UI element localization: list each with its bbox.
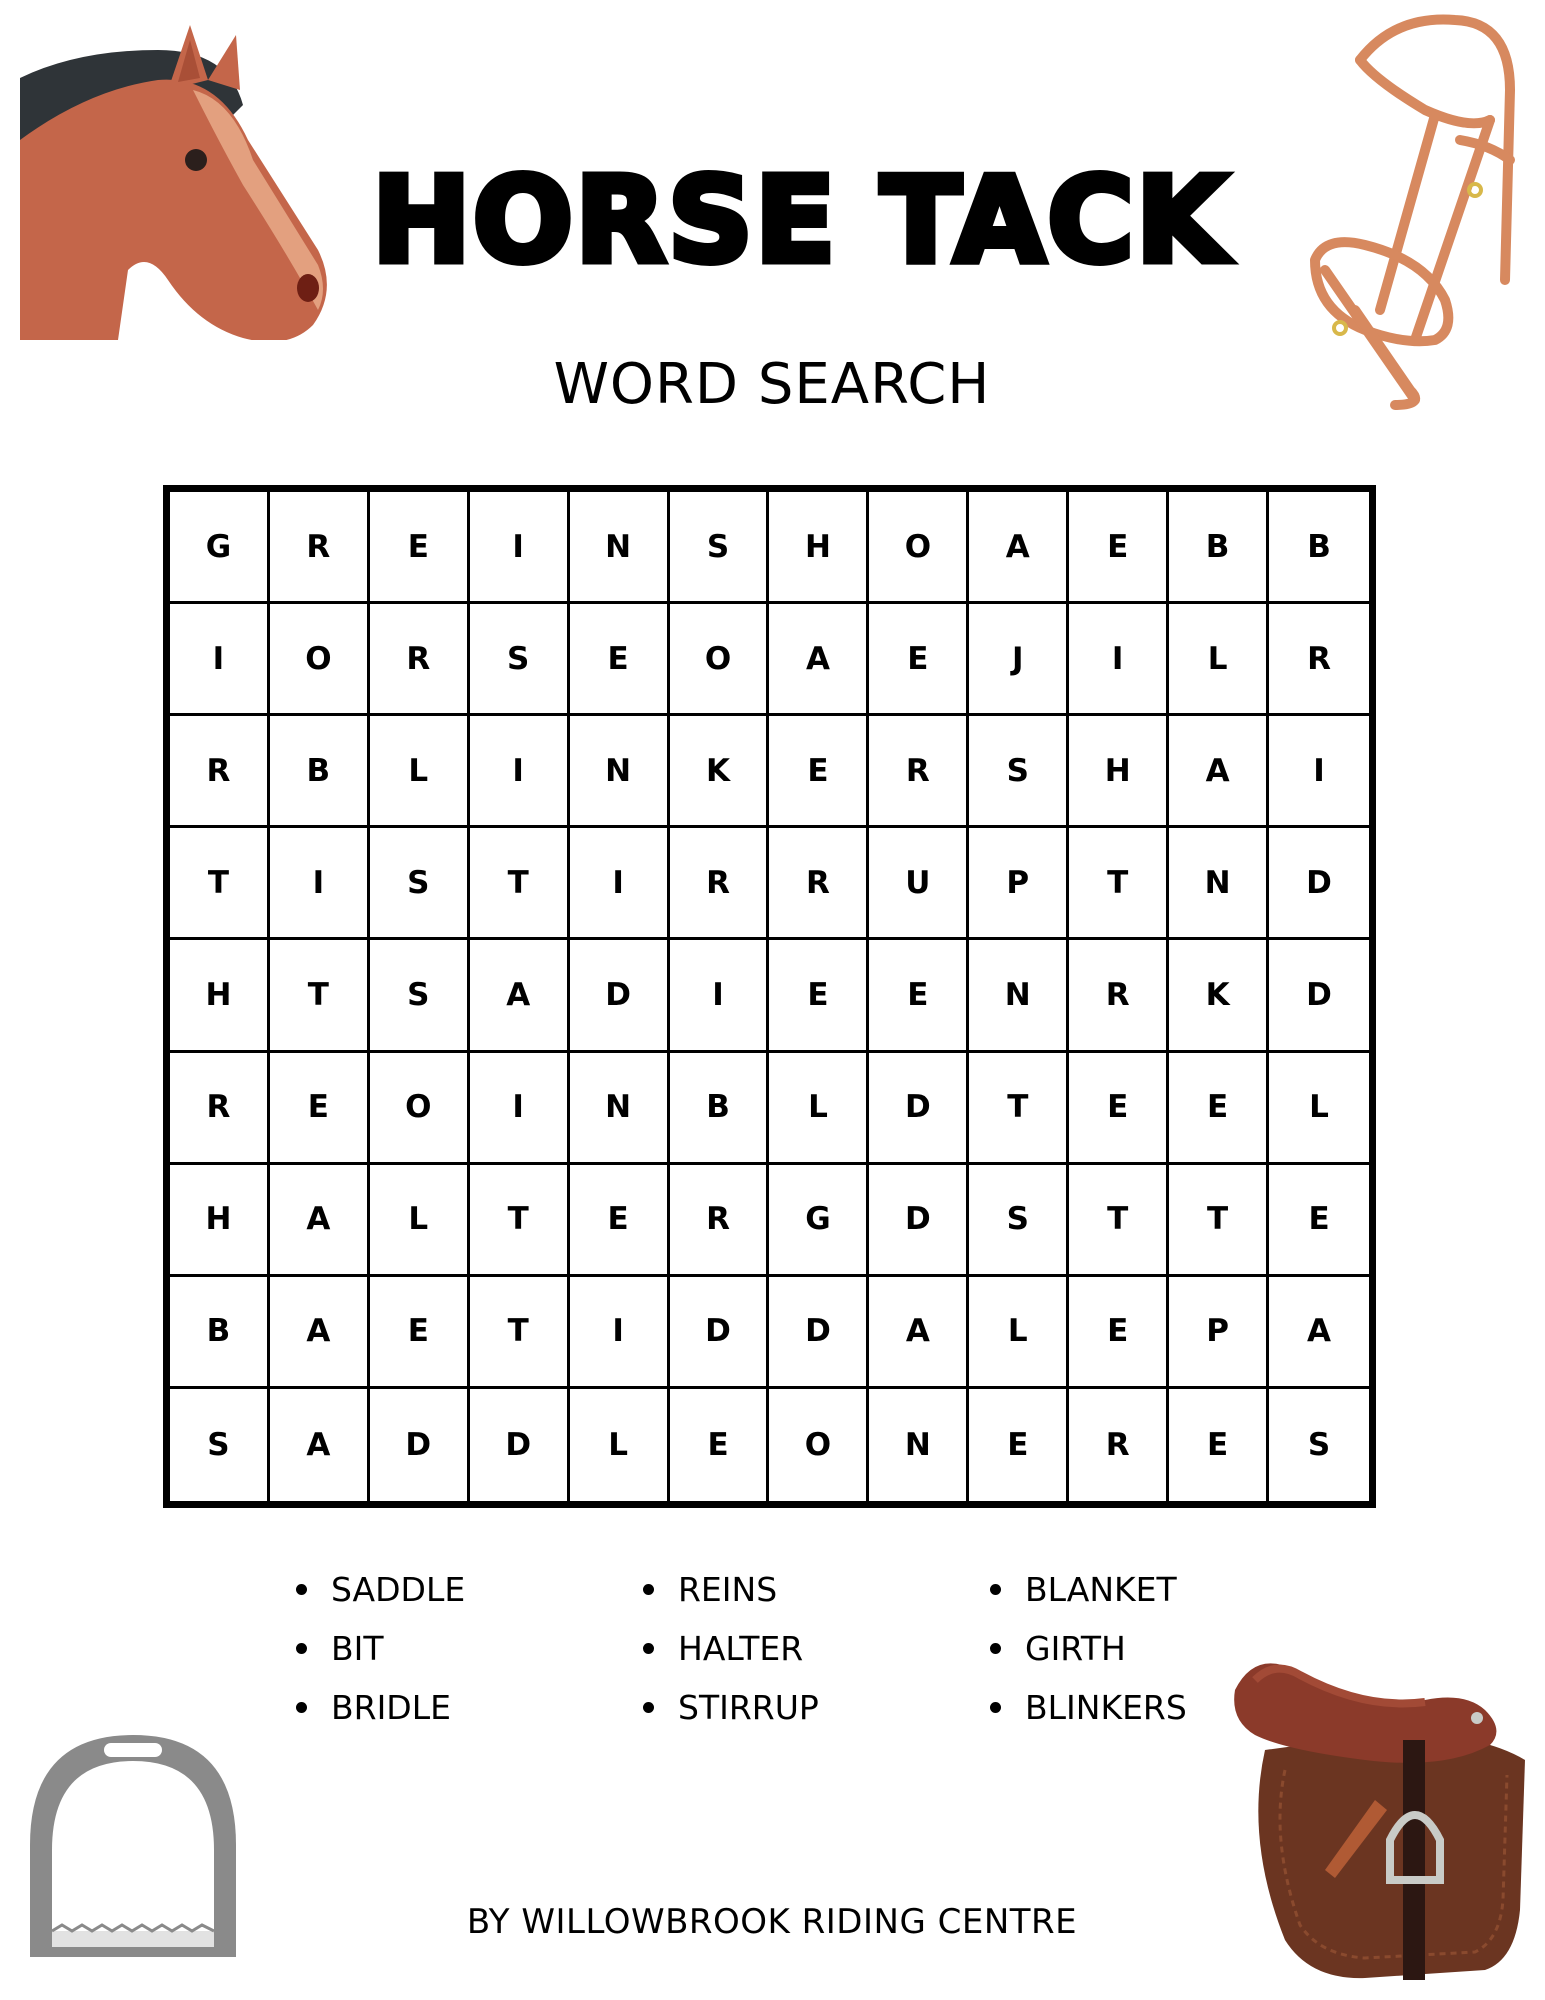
grid-cell: E bbox=[1169, 1389, 1269, 1501]
grid-cell: A bbox=[470, 940, 570, 1052]
word-label: BLANKET bbox=[1025, 1569, 1177, 1609]
grid-cell: T bbox=[1069, 1165, 1169, 1277]
bullet-icon bbox=[643, 1584, 654, 1595]
grid-cell: L bbox=[370, 1165, 470, 1277]
grid-cell: E bbox=[370, 492, 470, 604]
grid-cell: O bbox=[670, 604, 770, 716]
grid-cell: I bbox=[670, 940, 770, 1052]
grid-cell: O bbox=[270, 604, 370, 716]
grid-cell: R bbox=[1069, 1389, 1169, 1501]
grid-cell: I bbox=[470, 492, 570, 604]
grid-cell: I bbox=[1269, 716, 1369, 828]
grid-cell: L bbox=[969, 1277, 1069, 1389]
horse-head-icon bbox=[18, 20, 338, 340]
grid-cell: N bbox=[869, 1389, 969, 1501]
grid-cell: G bbox=[769, 1165, 869, 1277]
grid-cell: K bbox=[1169, 940, 1269, 1052]
grid-cell: R bbox=[869, 716, 969, 828]
grid-cell: S bbox=[1307, 1426, 1331, 1463]
word-list-item bbox=[637, 1678, 984, 1737]
grid-cell: T bbox=[969, 1053, 1069, 1165]
word-label: REINS bbox=[678, 1569, 778, 1609]
grid-cell: S bbox=[670, 492, 770, 604]
grid-cell: E bbox=[869, 940, 969, 1052]
grid-cell: E bbox=[670, 1389, 770, 1501]
word-list-item bbox=[637, 1560, 984, 1619]
bullet-icon bbox=[990, 1643, 1001, 1654]
grid-cell: E bbox=[769, 716, 869, 828]
grid-cell: A bbox=[1169, 716, 1269, 828]
word-search-grid bbox=[163, 485, 1376, 1508]
grid-cell: T bbox=[470, 828, 570, 940]
grid-cell: B bbox=[1169, 492, 1269, 604]
word-list-item bbox=[290, 1678, 637, 1737]
grid-cell: E bbox=[1069, 492, 1169, 604]
grid-cell: L bbox=[370, 716, 470, 828]
grid-cell: U bbox=[869, 828, 969, 940]
grid-cell: R bbox=[1069, 940, 1169, 1052]
grid-cell: T bbox=[1069, 828, 1169, 940]
grid-cell: N bbox=[570, 492, 670, 604]
grid-cell: I bbox=[570, 1277, 670, 1389]
word-label: HALTER bbox=[678, 1628, 804, 1668]
word-label: BRIDLE bbox=[331, 1687, 451, 1727]
grid-cell: D bbox=[769, 1277, 869, 1389]
word-list bbox=[290, 1560, 1330, 1737]
grid-cell: R bbox=[1269, 604, 1369, 716]
grid-cell: H bbox=[170, 1165, 270, 1277]
grid-cell: I bbox=[570, 828, 670, 940]
grid-cell: E bbox=[370, 1277, 470, 1389]
grid-cell: E bbox=[769, 940, 869, 1052]
grid-cell: L bbox=[570, 1389, 670, 1501]
grid-cell: H bbox=[769, 492, 869, 604]
grid-cell: E bbox=[270, 1053, 370, 1165]
grid-cell: R bbox=[670, 1165, 770, 1277]
page-title: HORSE TACK bbox=[372, 151, 1230, 289]
grid-cell: R bbox=[670, 828, 770, 940]
grid-cell: O bbox=[869, 492, 969, 604]
grid-cell: S bbox=[969, 1165, 1069, 1277]
grid-cell: D bbox=[470, 1389, 570, 1501]
bullet-icon bbox=[990, 1702, 1001, 1713]
page-subtitle: WORD SEARCH bbox=[553, 352, 991, 417]
grid-cell: N bbox=[969, 940, 1069, 1052]
grid-cell: B bbox=[270, 716, 370, 828]
grid-cell: D bbox=[670, 1277, 770, 1389]
grid-cell: R bbox=[769, 828, 869, 940]
grid-cell: A bbox=[270, 1389, 370, 1501]
word-label: BIT bbox=[331, 1628, 384, 1668]
word-label: STIRRUP bbox=[678, 1687, 819, 1727]
grid-cell: R bbox=[170, 716, 270, 828]
bullet-icon bbox=[296, 1702, 307, 1713]
bullet-icon bbox=[296, 1584, 307, 1595]
grid-cell: E bbox=[1169, 1053, 1269, 1165]
bridle-icon bbox=[1285, 10, 1525, 410]
grid-cell: N bbox=[570, 1053, 670, 1165]
grid-cell: E bbox=[570, 1165, 670, 1277]
grid-cell: S bbox=[370, 828, 470, 940]
grid-cell: A bbox=[270, 1165, 370, 1277]
grid-cell: D bbox=[1269, 940, 1369, 1052]
grid-cell: G bbox=[170, 492, 270, 604]
grid-cell: A bbox=[270, 1277, 370, 1389]
grid-cell: L bbox=[1269, 1053, 1369, 1165]
grid-cell: T bbox=[170, 828, 270, 940]
word-list-item bbox=[984, 1560, 1330, 1619]
bullet-icon bbox=[643, 1702, 654, 1713]
grid-cell: A bbox=[1269, 1277, 1369, 1389]
grid-cell: T bbox=[270, 940, 370, 1052]
grid-cell: D bbox=[370, 1389, 470, 1501]
bullet-icon bbox=[643, 1643, 654, 1654]
word-label: SADDLE bbox=[331, 1569, 466, 1609]
grid-cell: R bbox=[270, 492, 370, 604]
grid-cell: A bbox=[869, 1277, 969, 1389]
word-list-item bbox=[290, 1560, 637, 1619]
grid-cell: I bbox=[470, 1053, 570, 1165]
grid-cell: E bbox=[1069, 1277, 1169, 1389]
grid-cell: E bbox=[1269, 1165, 1369, 1277]
grid-cell: S bbox=[470, 604, 570, 716]
grid-cell: T bbox=[470, 1165, 570, 1277]
grid-cell: T bbox=[470, 1277, 570, 1389]
stirrup-icon bbox=[18, 1725, 248, 1970]
grid-cell: S bbox=[969, 716, 1069, 828]
grid-cell: E bbox=[570, 604, 670, 716]
grid-cell: I bbox=[270, 828, 370, 940]
word-label: BLINKERS bbox=[1025, 1687, 1187, 1727]
grid-cell: P bbox=[1169, 1277, 1269, 1389]
grid-cell: B bbox=[1269, 492, 1369, 604]
grid-cell: A bbox=[969, 492, 1069, 604]
grid-cell: R bbox=[170, 1053, 270, 1165]
grid-cell: S bbox=[370, 940, 470, 1052]
grid-cell: B bbox=[670, 1053, 770, 1165]
grid-cell: A bbox=[769, 604, 869, 716]
word-list-item bbox=[637, 1619, 984, 1678]
grid-cell: E bbox=[869, 604, 969, 716]
grid-cell: I bbox=[170, 604, 270, 716]
grid-cell: B bbox=[170, 1277, 270, 1389]
grid-cell: D bbox=[570, 940, 670, 1052]
bullet-icon bbox=[296, 1643, 307, 1654]
grid-cell: R bbox=[370, 604, 470, 716]
grid-cell: E bbox=[969, 1389, 1069, 1501]
saddle-icon bbox=[1225, 1640, 1530, 1990]
grid-cell: N bbox=[1169, 828, 1269, 940]
grid-cell: P bbox=[969, 828, 1069, 940]
grid-cell: N bbox=[570, 716, 670, 828]
grid-cell: J bbox=[969, 604, 1069, 716]
grid-cell: E bbox=[1069, 1053, 1169, 1165]
word-list-item bbox=[290, 1619, 637, 1678]
grid-cell: K bbox=[670, 716, 770, 828]
grid-cell: I bbox=[1069, 604, 1169, 716]
grid-cell: S bbox=[170, 1389, 270, 1501]
grid-cell: D bbox=[1269, 828, 1369, 940]
bullet-icon bbox=[990, 1584, 1001, 1595]
grid-cell: D bbox=[869, 1053, 969, 1165]
grid-cell: O bbox=[769, 1389, 869, 1501]
grid-cell: I bbox=[470, 716, 570, 828]
grid-cell: H bbox=[1069, 716, 1169, 828]
grid-cell: O bbox=[370, 1053, 470, 1165]
grid-cell: L bbox=[1169, 604, 1269, 716]
grid-cell: D bbox=[869, 1165, 969, 1277]
footer-credit: BY WILLOWBROOK RIDING CENTRE bbox=[466, 1902, 1078, 1942]
grid-cell: T bbox=[1169, 1165, 1269, 1277]
grid-cell: L bbox=[769, 1053, 869, 1165]
grid-cell: H bbox=[170, 940, 270, 1052]
word-label: GIRTH bbox=[1025, 1628, 1126, 1668]
